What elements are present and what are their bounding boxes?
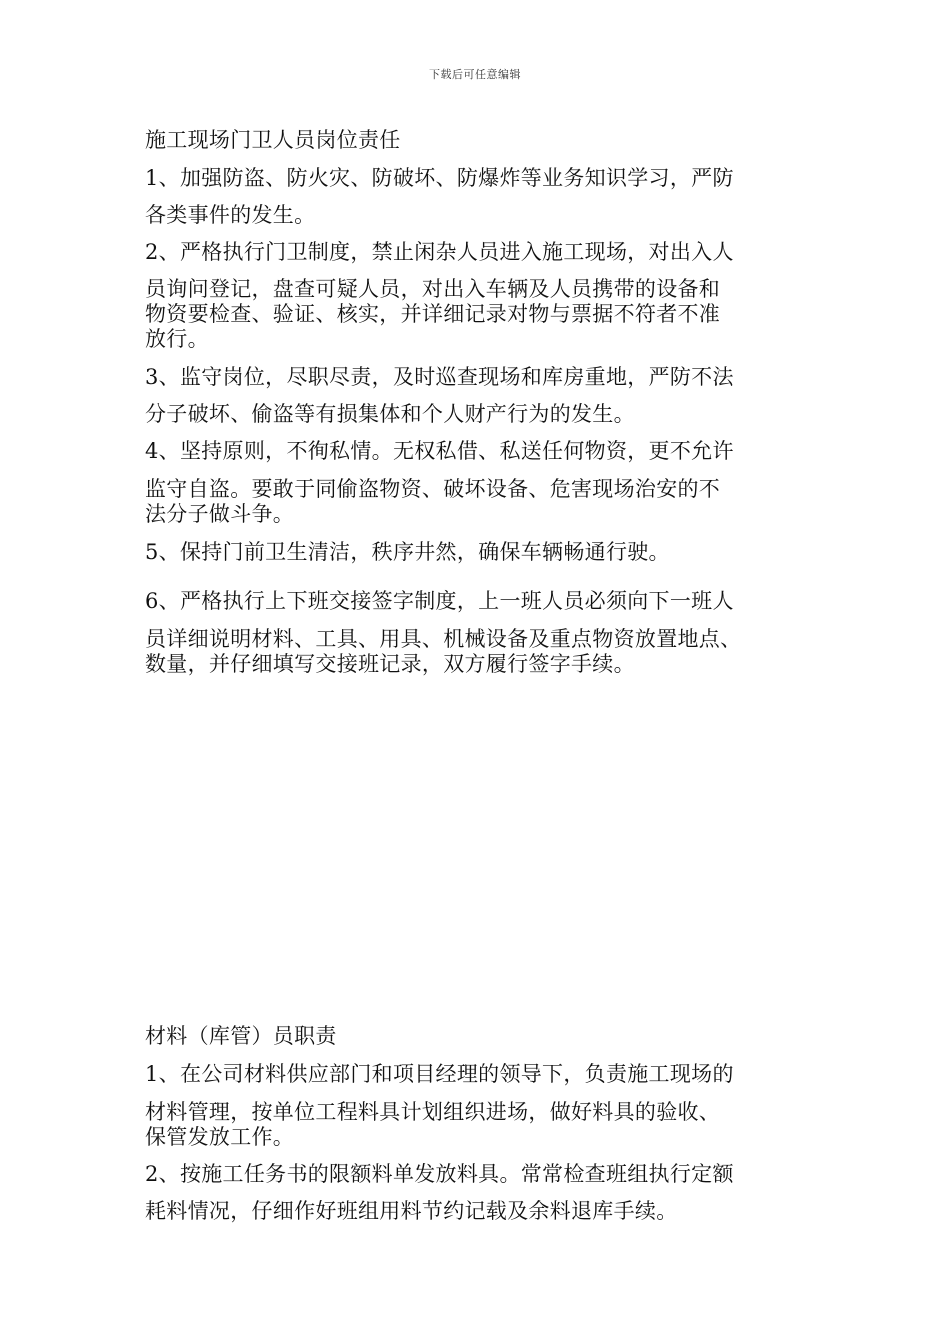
text-line: 保管发放工作。 bbox=[145, 1125, 295, 1149]
text-line: 5、保持门前卫生清洁，秩序井然，确保车辆畅通行驶。 bbox=[145, 540, 670, 564]
text-line: 材料管理，按单位工程料具计划组织进场，做好料具的验收、 bbox=[145, 1100, 721, 1124]
text-line: 分子破坏、偷盗等有损集体和个人财产行为的发生。 bbox=[145, 402, 635, 426]
text-line: 各类事件的发生。 bbox=[145, 203, 316, 227]
text-line: 耗料情况，仔细作好班组用料节约记载及余料退库手续。 bbox=[145, 1199, 678, 1223]
text-line: 4、坚持原则，不徇私情。无权私借、私送任何物资，更不允许 bbox=[145, 439, 734, 463]
text-line: 监守自盗。要敢于同偷盗物资、破坏设备、危害现场治安的不 bbox=[145, 477, 721, 501]
page-header: 下载后可任意编辑 bbox=[429, 68, 521, 81]
text-line: 数量，并仔细填写交接班记录，双方履行签字手续。 bbox=[145, 652, 635, 676]
text-line: 3、监守岗位，尽职尽责，及时巡查现场和库房重地，严防不法 bbox=[145, 365, 734, 389]
text-line: 员详细说明材料、工具、用具、机械设备及重点物资放置地点、 bbox=[145, 627, 742, 651]
text-line: 法分子做斗争。 bbox=[145, 502, 295, 526]
text-line: 6、严格执行上下班交接签字制度，上一班人员必须向下一班人 bbox=[145, 589, 734, 613]
text-line: 放行。 bbox=[145, 327, 209, 351]
text-line: 员询问登记，盘查可疑人员，对出入车辆及人员携带的设备和 bbox=[145, 277, 721, 301]
text-line: 2、严格执行门卫制度，禁止闲杂人员进入施工现场，对出入人 bbox=[145, 240, 734, 264]
text-line: 物资要检查、验证、核实，并详细记录对物与票据不符者不准 bbox=[145, 302, 721, 326]
section-title: 施工现场门卫人员岗位责任 bbox=[145, 128, 401, 152]
text-line: 2、按施工任务书的限额料单发放料具。常常检查班组执行定额 bbox=[145, 1162, 734, 1186]
text-line: 1、加强防盗、防火灾、防破坏、防爆炸等业务知识学习，严防 bbox=[145, 166, 734, 190]
text-line: 1、在公司材料供应部门和项目经理的领导下，负责施工现场的 bbox=[145, 1062, 734, 1086]
section-title: 材料（库管）员职责 bbox=[145, 1024, 337, 1048]
